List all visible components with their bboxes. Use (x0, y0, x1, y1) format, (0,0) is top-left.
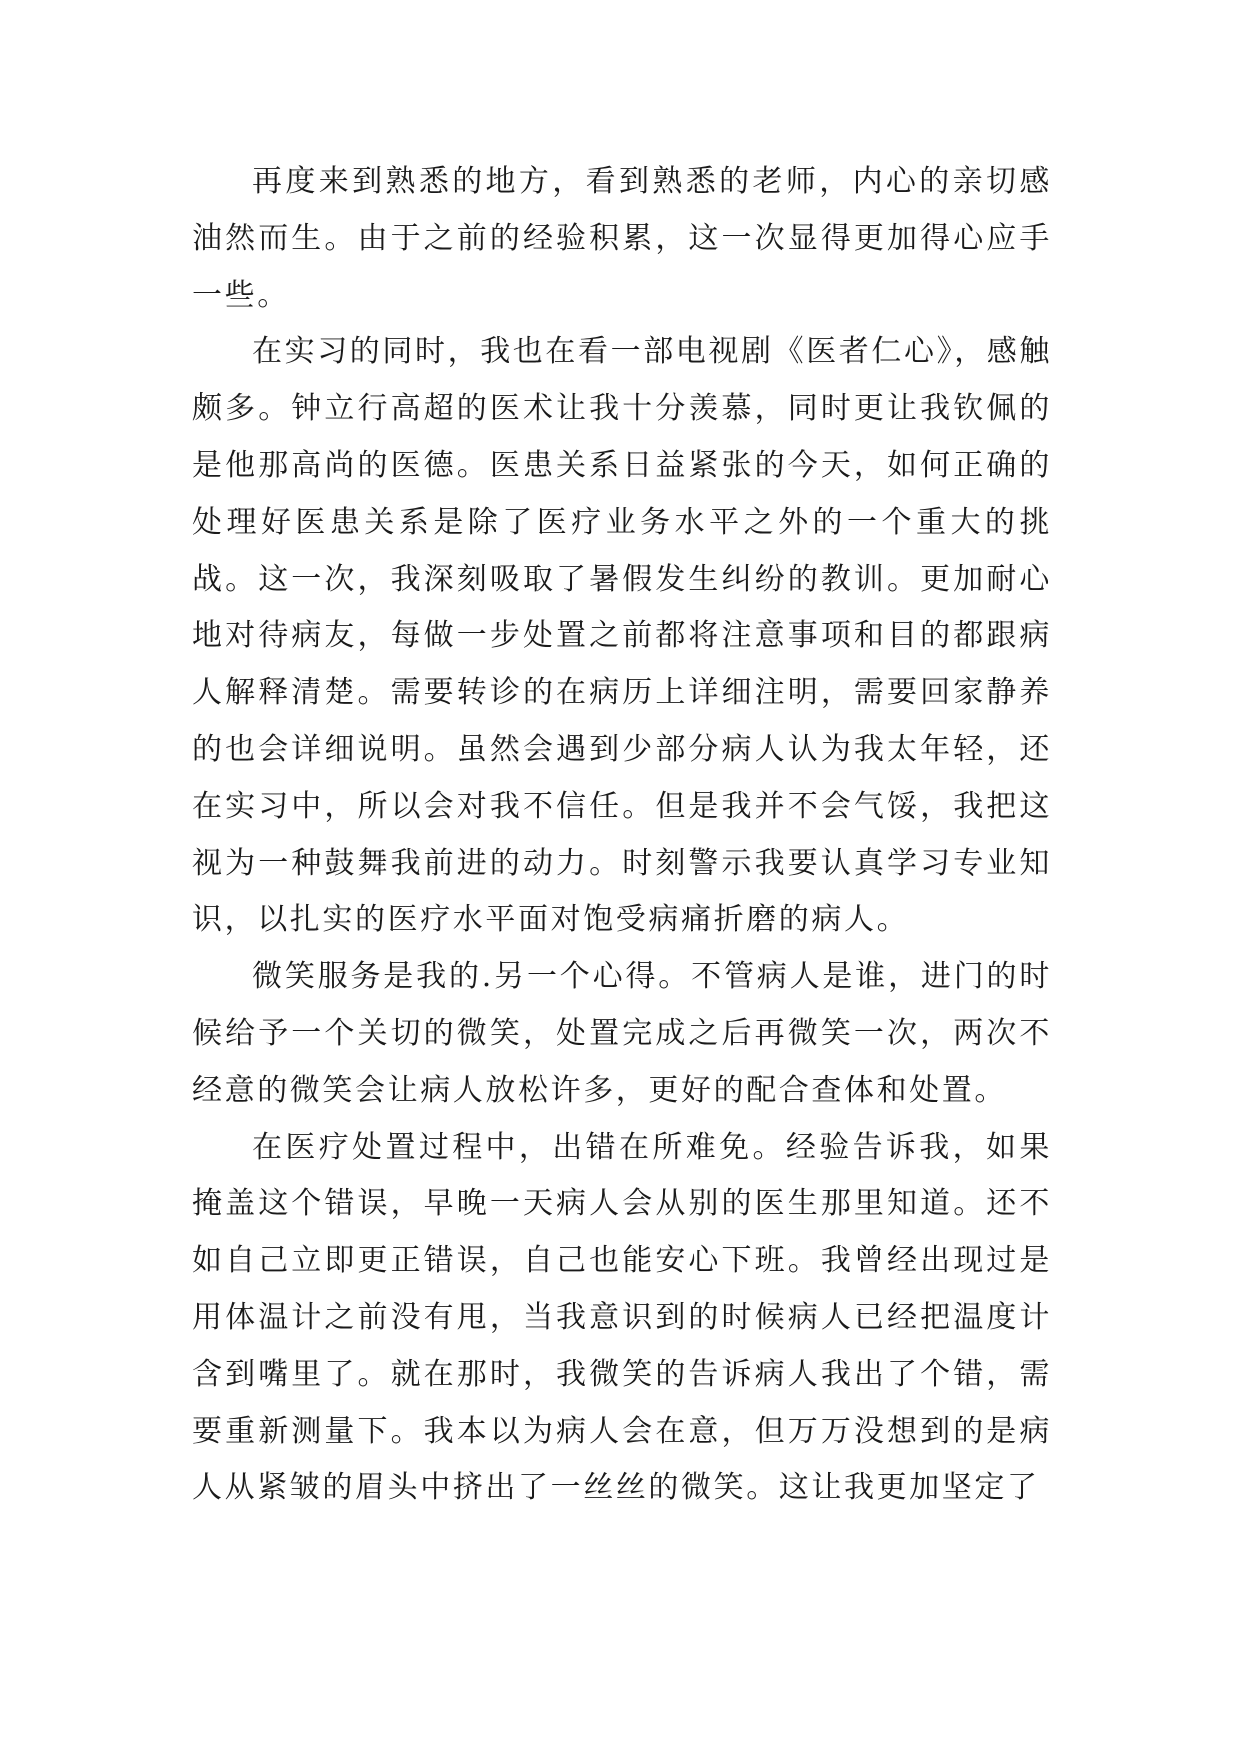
paragraph-4: 在医疗处置过程中，出错在所难免。经验告诉我，如果掩盖这个错误，早晚一天病人会从别的医生那里知道。还不如自己立即更正错误，自己也能安心下班。我曾经出现过是用体温计之前没有甩，当我意识到的时候病人已经把温度计含到嘴里了。就在那时，我微笑的告诉病人我出了个错，需要重新测量下。我本以为病人会在意，但万万没想到的是病人从紧皱的眉头中挤出了一丝丝的微笑。这让我更加坚定了 (192, 1129, 1052, 1506)
paragraph-2: 在实习的同时，我也在看一部电视剧《医者仁心》，感触颇多。钟立行高超的医术让我十分羡慕，同时更让我钦佩的是他那高尚的医德。医患关系日益紧张的今天，如何正确的处理好医患关系是除了医疗业务水平之外的一个重大的挑战。这一次，我深刻吸取了暑假发生纠纷的教训。更加耐心地对待病友，每做一步处置之前都将注意事项和目的都跟病人解释清楚。需要转诊的在病历上详细注明，需要回家静养的也会详细说明。虽然会遇到少部分病人认为我太年轻，还在实习中，所以会对我不信任。但是我并不会气馁，我把这视为一种鼓舞我前进的动力。时刻警示我要认真学习专业知识，以扎实的医疗水平面对饱受病痛折磨的病人。 (192, 334, 1052, 938)
paragraph-3: 微笑服务是我的.另一个心得。不管病人是谁，进门的时候给予一个关切的微笑，处置完成之后再微笑一次，两次不经意的微笑会让病人放松许多，更好的配合查体和处置。 (192, 959, 1052, 1108)
paragraph-1: 再度来到熟悉的地方，看到熟悉的老师，内心的亲切感油然而生。由于之前的经验积累，这一次显得更加得心应手一些。 (192, 164, 1052, 313)
document-body (192, 154, 1052, 1517)
